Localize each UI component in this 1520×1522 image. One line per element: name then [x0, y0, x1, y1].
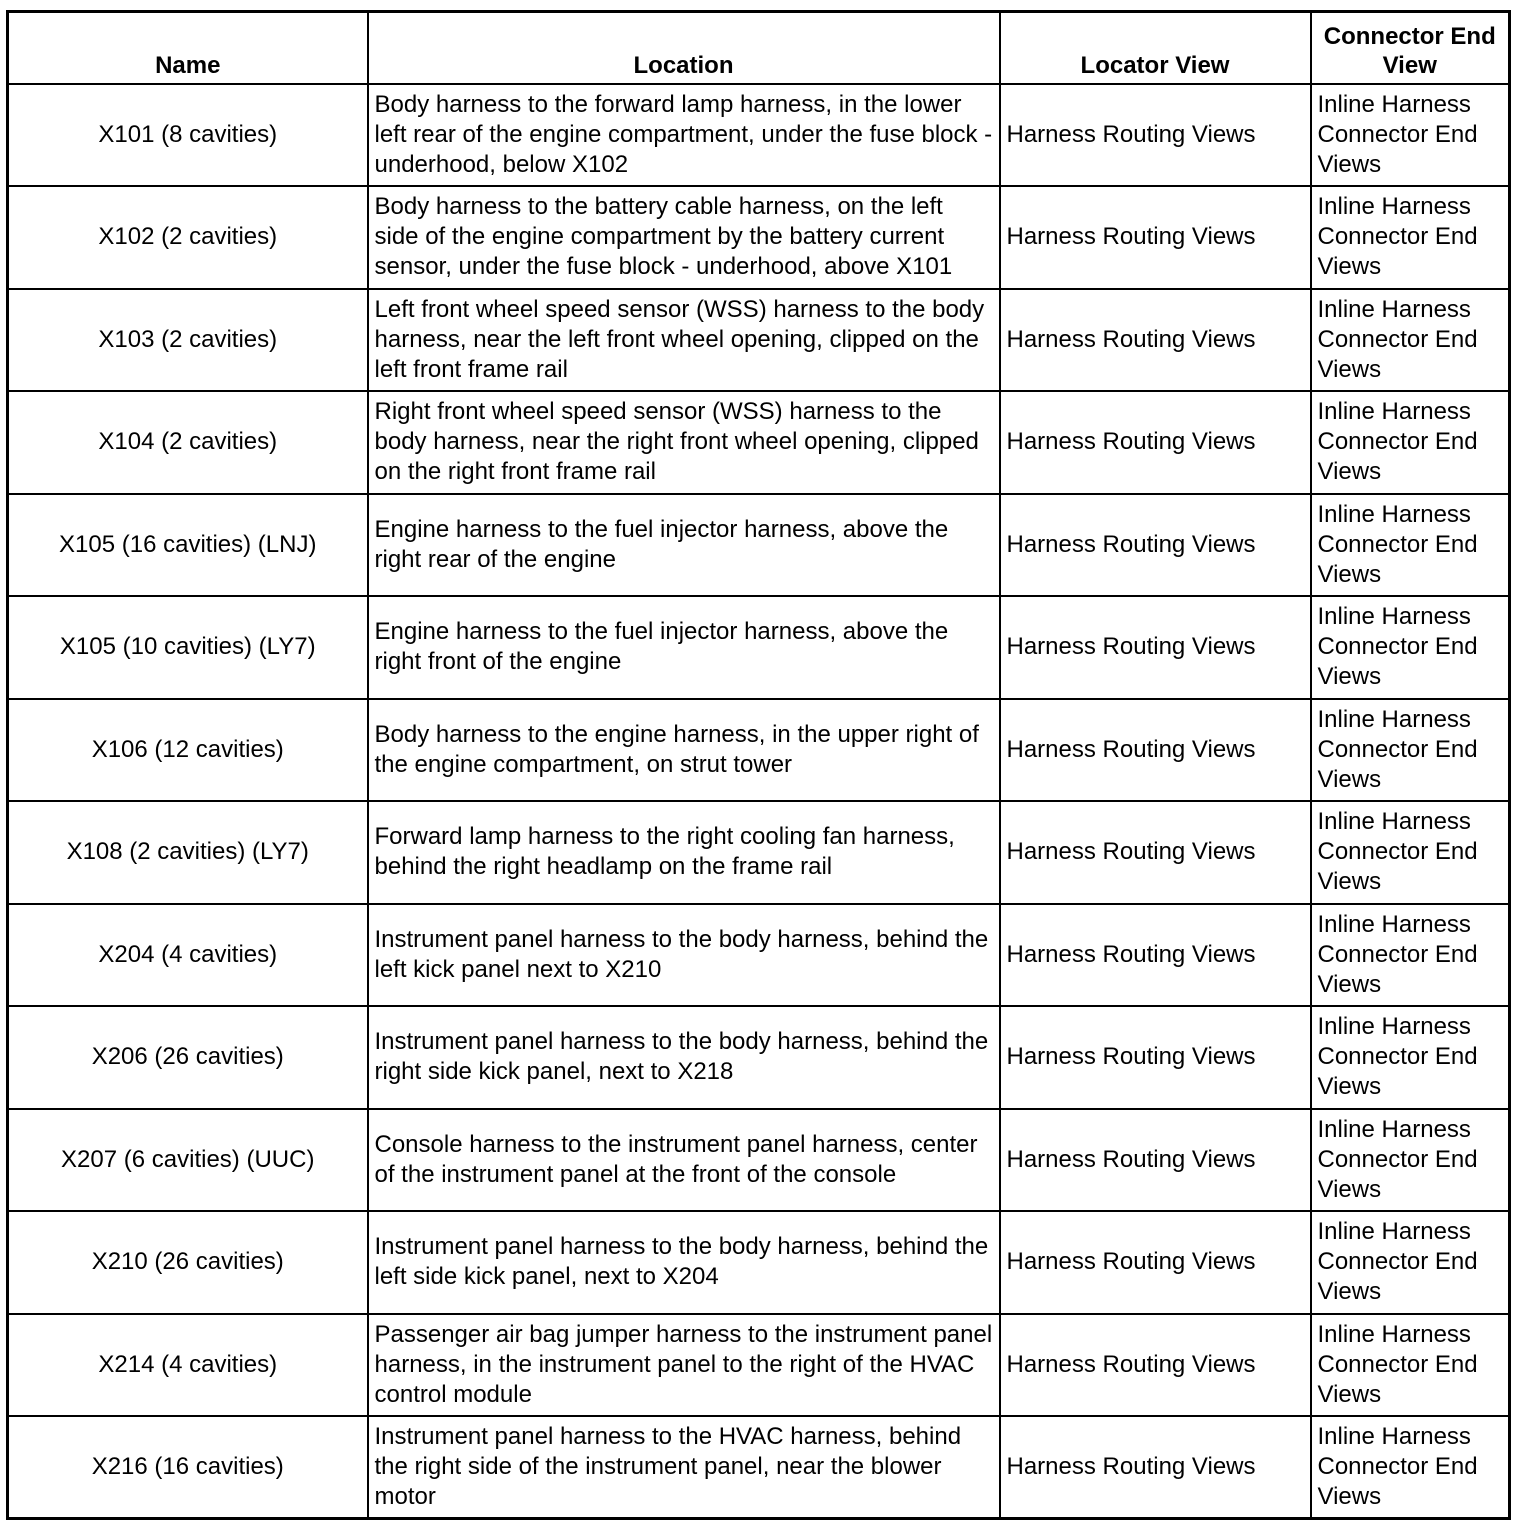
cell-name: X106 (12 cavities) — [8, 699, 368, 802]
cell-connector-end-view: Inline Harness Connector End Views — [1311, 596, 1510, 699]
table-row — [8, 904, 1510, 1007]
cell-name: X214 (4 cavities) — [8, 1314, 368, 1417]
table-row — [8, 1211, 1510, 1314]
cell-locator-view: Harness Routing Views — [1000, 1314, 1311, 1417]
cell-location: Body harness to the forward lamp harness, in the lower left rear of the engine compartment, under the fuse block - underhood, below X102 — [368, 84, 1000, 187]
cell-connector-end-view: Inline Harness Connector End Views — [1311, 84, 1510, 187]
table-row — [8, 186, 1510, 289]
cell-name: X204 (4 cavities) — [8, 904, 368, 1007]
cell-name: X210 (26 cavities) — [8, 1211, 368, 1314]
cell-locator-view: Harness Routing Views — [1000, 801, 1311, 904]
cell-locator-view: Harness Routing Views — [1000, 1006, 1311, 1109]
cell-location: Body harness to the battery cable harness, on the left side of the engine compartment by the battery current sensor, under the fuse block - underhood, above X101 — [368, 186, 1000, 289]
cell-locator-view: Harness Routing Views — [1000, 391, 1311, 494]
connector-table — [6, 10, 1511, 1520]
cell-name: X102 (2 cavities) — [8, 186, 368, 289]
cell-name: X103 (2 cavities) — [8, 289, 368, 392]
header-connector-end-view-line2: View — [1382, 51, 1437, 79]
cell-connector-end-view: Inline Harness Connector End Views — [1311, 391, 1510, 494]
header-location: Location — [368, 12, 1000, 84]
table-row — [8, 596, 1510, 699]
cell-connector-end-view: Inline Harness Connector End Views — [1311, 289, 1510, 392]
cell-location: Right front wheel speed sensor (WSS) harness to the body harness, near the right front wheel opening, clipped on the right front frame rail — [368, 391, 1000, 494]
table-row — [8, 1006, 1510, 1109]
cell-name: X206 (26 cavities) — [8, 1006, 368, 1109]
cell-locator-view: Harness Routing Views — [1000, 289, 1311, 392]
cell-name: X105 (16 cavities) (LNJ) — [8, 494, 368, 597]
cell-name: X216 (16 cavities) — [8, 1416, 368, 1519]
table-row — [8, 391, 1510, 494]
cell-locator-view: Harness Routing Views — [1000, 904, 1311, 1007]
cell-locator-view: Harness Routing Views — [1000, 186, 1311, 289]
cell-name: X207 (6 cavities) (UUC) — [8, 1109, 368, 1212]
cell-location: Left front wheel speed sensor (WSS) harness to the body harness, near the left front wheel opening, clipped on the left front frame rail — [368, 289, 1000, 392]
table-row — [8, 801, 1510, 904]
cell-location: Forward lamp harness to the right cooling fan harness, behind the right headlamp on the frame rail — [368, 801, 1000, 904]
table-row — [8, 494, 1510, 597]
cell-locator-view: Harness Routing Views — [1000, 494, 1311, 597]
cell-location: Instrument panel harness to the body harness, behind the left kick panel next to X210 — [368, 904, 1000, 1007]
table-row — [8, 1416, 1510, 1519]
cell-locator-view: Harness Routing Views — [1000, 699, 1311, 802]
cell-connector-end-view: Inline Harness Connector End Views — [1311, 1211, 1510, 1314]
header-name: Name — [8, 12, 368, 84]
cell-location: Engine harness to the fuel injector harness, above the right front of the engine — [368, 596, 1000, 699]
cell-connector-end-view: Inline Harness Connector End Views — [1311, 904, 1510, 1007]
table-row — [8, 1314, 1510, 1417]
cell-location: Instrument panel harness to the body harness, behind the right side kick panel, next to X218 — [368, 1006, 1000, 1109]
cell-name: X108 (2 cavities) (LY7) — [8, 801, 368, 904]
cell-connector-end-view: Inline Harness Connector End Views — [1311, 1314, 1510, 1417]
cell-location: Body harness to the engine harness, in the upper right of the engine compartment, on strut tower — [368, 699, 1000, 802]
cell-name: X105 (10 cavities) (LY7) — [8, 596, 368, 699]
table-row — [8, 289, 1510, 392]
table-row — [8, 699, 1510, 802]
cell-locator-view: Harness Routing Views — [1000, 596, 1311, 699]
table-row — [8, 84, 1510, 187]
cell-name: X104 (2 cavities) — [8, 391, 368, 494]
cell-locator-view: Harness Routing Views — [1000, 1211, 1311, 1314]
cell-connector-end-view: Inline Harness Connector End Views — [1311, 1006, 1510, 1109]
cell-connector-end-view: Inline Harness Connector End Views — [1311, 801, 1510, 904]
cell-locator-view: Harness Routing Views — [1000, 1416, 1311, 1519]
cell-connector-end-view: Inline Harness Connector End Views — [1311, 494, 1510, 597]
table-header-row — [8, 12, 1510, 84]
table-row — [8, 1109, 1510, 1212]
header-connector-end-view-line1: Connector End — [1323, 22, 1496, 50]
header-locator-view: Locator View — [1000, 12, 1311, 84]
cell-connector-end-view: Inline Harness Connector End Views — [1311, 1109, 1510, 1212]
cell-locator-view: Harness Routing Views — [1000, 1109, 1311, 1212]
cell-name: X101 (8 cavities) — [8, 84, 368, 187]
cell-locator-view: Harness Routing Views — [1000, 84, 1311, 187]
cell-location: Instrument panel harness to the HVAC harness, behind the right side of the instrument panel, near the blower motor — [368, 1416, 1000, 1519]
cell-connector-end-view: Inline Harness Connector End Views — [1311, 699, 1510, 802]
cell-connector-end-view: Inline Harness Connector End Views — [1311, 186, 1510, 289]
cell-location: Passenger air bag jumper harness to the instrument panel harness, in the instrument panel to the right of the HVAC control module — [368, 1314, 1000, 1417]
cell-location: Instrument panel harness to the body harness, behind the left side kick panel, next to X204 — [368, 1211, 1000, 1314]
header-connector-end-view — [1311, 12, 1510, 84]
cell-location: Engine harness to the fuel injector harness, above the right rear of the engine — [368, 494, 1000, 597]
cell-location: Console harness to the instrument panel harness, center of the instrument panel at the front of the console — [368, 1109, 1000, 1212]
cell-connector-end-view: Inline Harness Connector End Views — [1311, 1416, 1510, 1519]
